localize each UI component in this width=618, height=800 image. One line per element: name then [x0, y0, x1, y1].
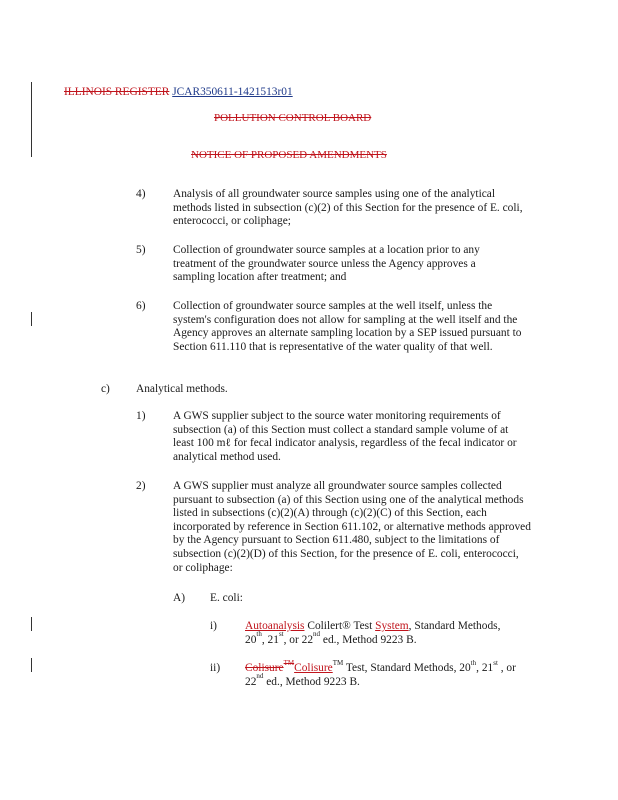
inserted-text: System — [375, 620, 409, 632]
register-struck: ILLINOIS REGISTER — [64, 86, 170, 98]
method-text: Autoanalysis Colilert® Test System, Standard Methods, 20th, 21st, or 22nd ed., Method 9223 B. — [245, 620, 501, 646]
method-text: Colisure™Colisure™ Test, Standard Methods, 20th, 21st , or 22nd ed., Method 9223 B. — [245, 658, 516, 688]
revision-bar — [31, 658, 32, 672]
subsection-number: A) — [173, 592, 186, 604]
item-text: Collection of groundwater source samples at a location prior to any treatment of the groundwater source unless the Agency approves a sampling location after treatment; and — [173, 244, 480, 284]
inserted-text: Colisure — [294, 662, 333, 674]
item-number: 4) — [136, 188, 146, 200]
revision-bar — [31, 617, 32, 631]
method-number: ii) — [210, 662, 221, 674]
method-number: i) — [210, 620, 217, 632]
subitem-text: A GWS supplier must analyze all groundwater source samples collected pursuant to subsection (a) of this Section using one of the analytical methods listed in subsections (c)(2)(A) through (c)(2)(C) of this Section, each incorporated by reference in Section 611.102, or alternative methods approved by the Agency pursuant to Section 611.480, subject to the limitations of subsection (c)(2)(D) of this Section, for the presence of E. coli, enterococci, or coliphage: — [173, 480, 531, 574]
deleted-text: Colisure — [245, 662, 284, 674]
subitem-number: 1) — [136, 410, 146, 422]
register-header — [64, 86, 293, 98]
notice-title: NOTICE OF PROPOSED AMENDMENTS — [191, 149, 387, 161]
item-number: 5) — [136, 244, 146, 256]
subitem-text: A GWS supplier subject to the source water monitoring requirements of subsection (a) of this Section must collect a standard sample volume of at least 100 mℓ for fecal indicator analysis, regardless of the fecal indicator or analytical method used. — [173, 410, 517, 463]
section-number: c) — [101, 383, 110, 395]
subsection-label: E. coli: — [210, 592, 243, 604]
section-heading: Analytical methods. — [136, 383, 228, 395]
item-text: Collection of groundwater source samples at the well itself, unless the system's configuration does not allow for sampling at the well itself and the Agency approves an alternate sampling location by a SEP issued pursuant to Section 611.110 that is representative of the water quality of that well. — [173, 300, 522, 353]
subitem-number: 2) — [136, 480, 146, 492]
item-number: 6) — [136, 300, 146, 312]
item-text: Analysis of all groundwater source samples using one of the analytical methods listed in subsection (c)(2) of this Section for the presence of E. coli, enterococci, or coliphage; — [173, 188, 523, 228]
board-title: POLLUTION CONTROL BOARD — [214, 112, 372, 124]
revision-bar — [31, 312, 32, 326]
revision-bar — [31, 82, 32, 157]
inserted-text: Autoanalysis — [245, 620, 305, 632]
register-id: JCAR350611-1421513r01 — [172, 86, 293, 98]
